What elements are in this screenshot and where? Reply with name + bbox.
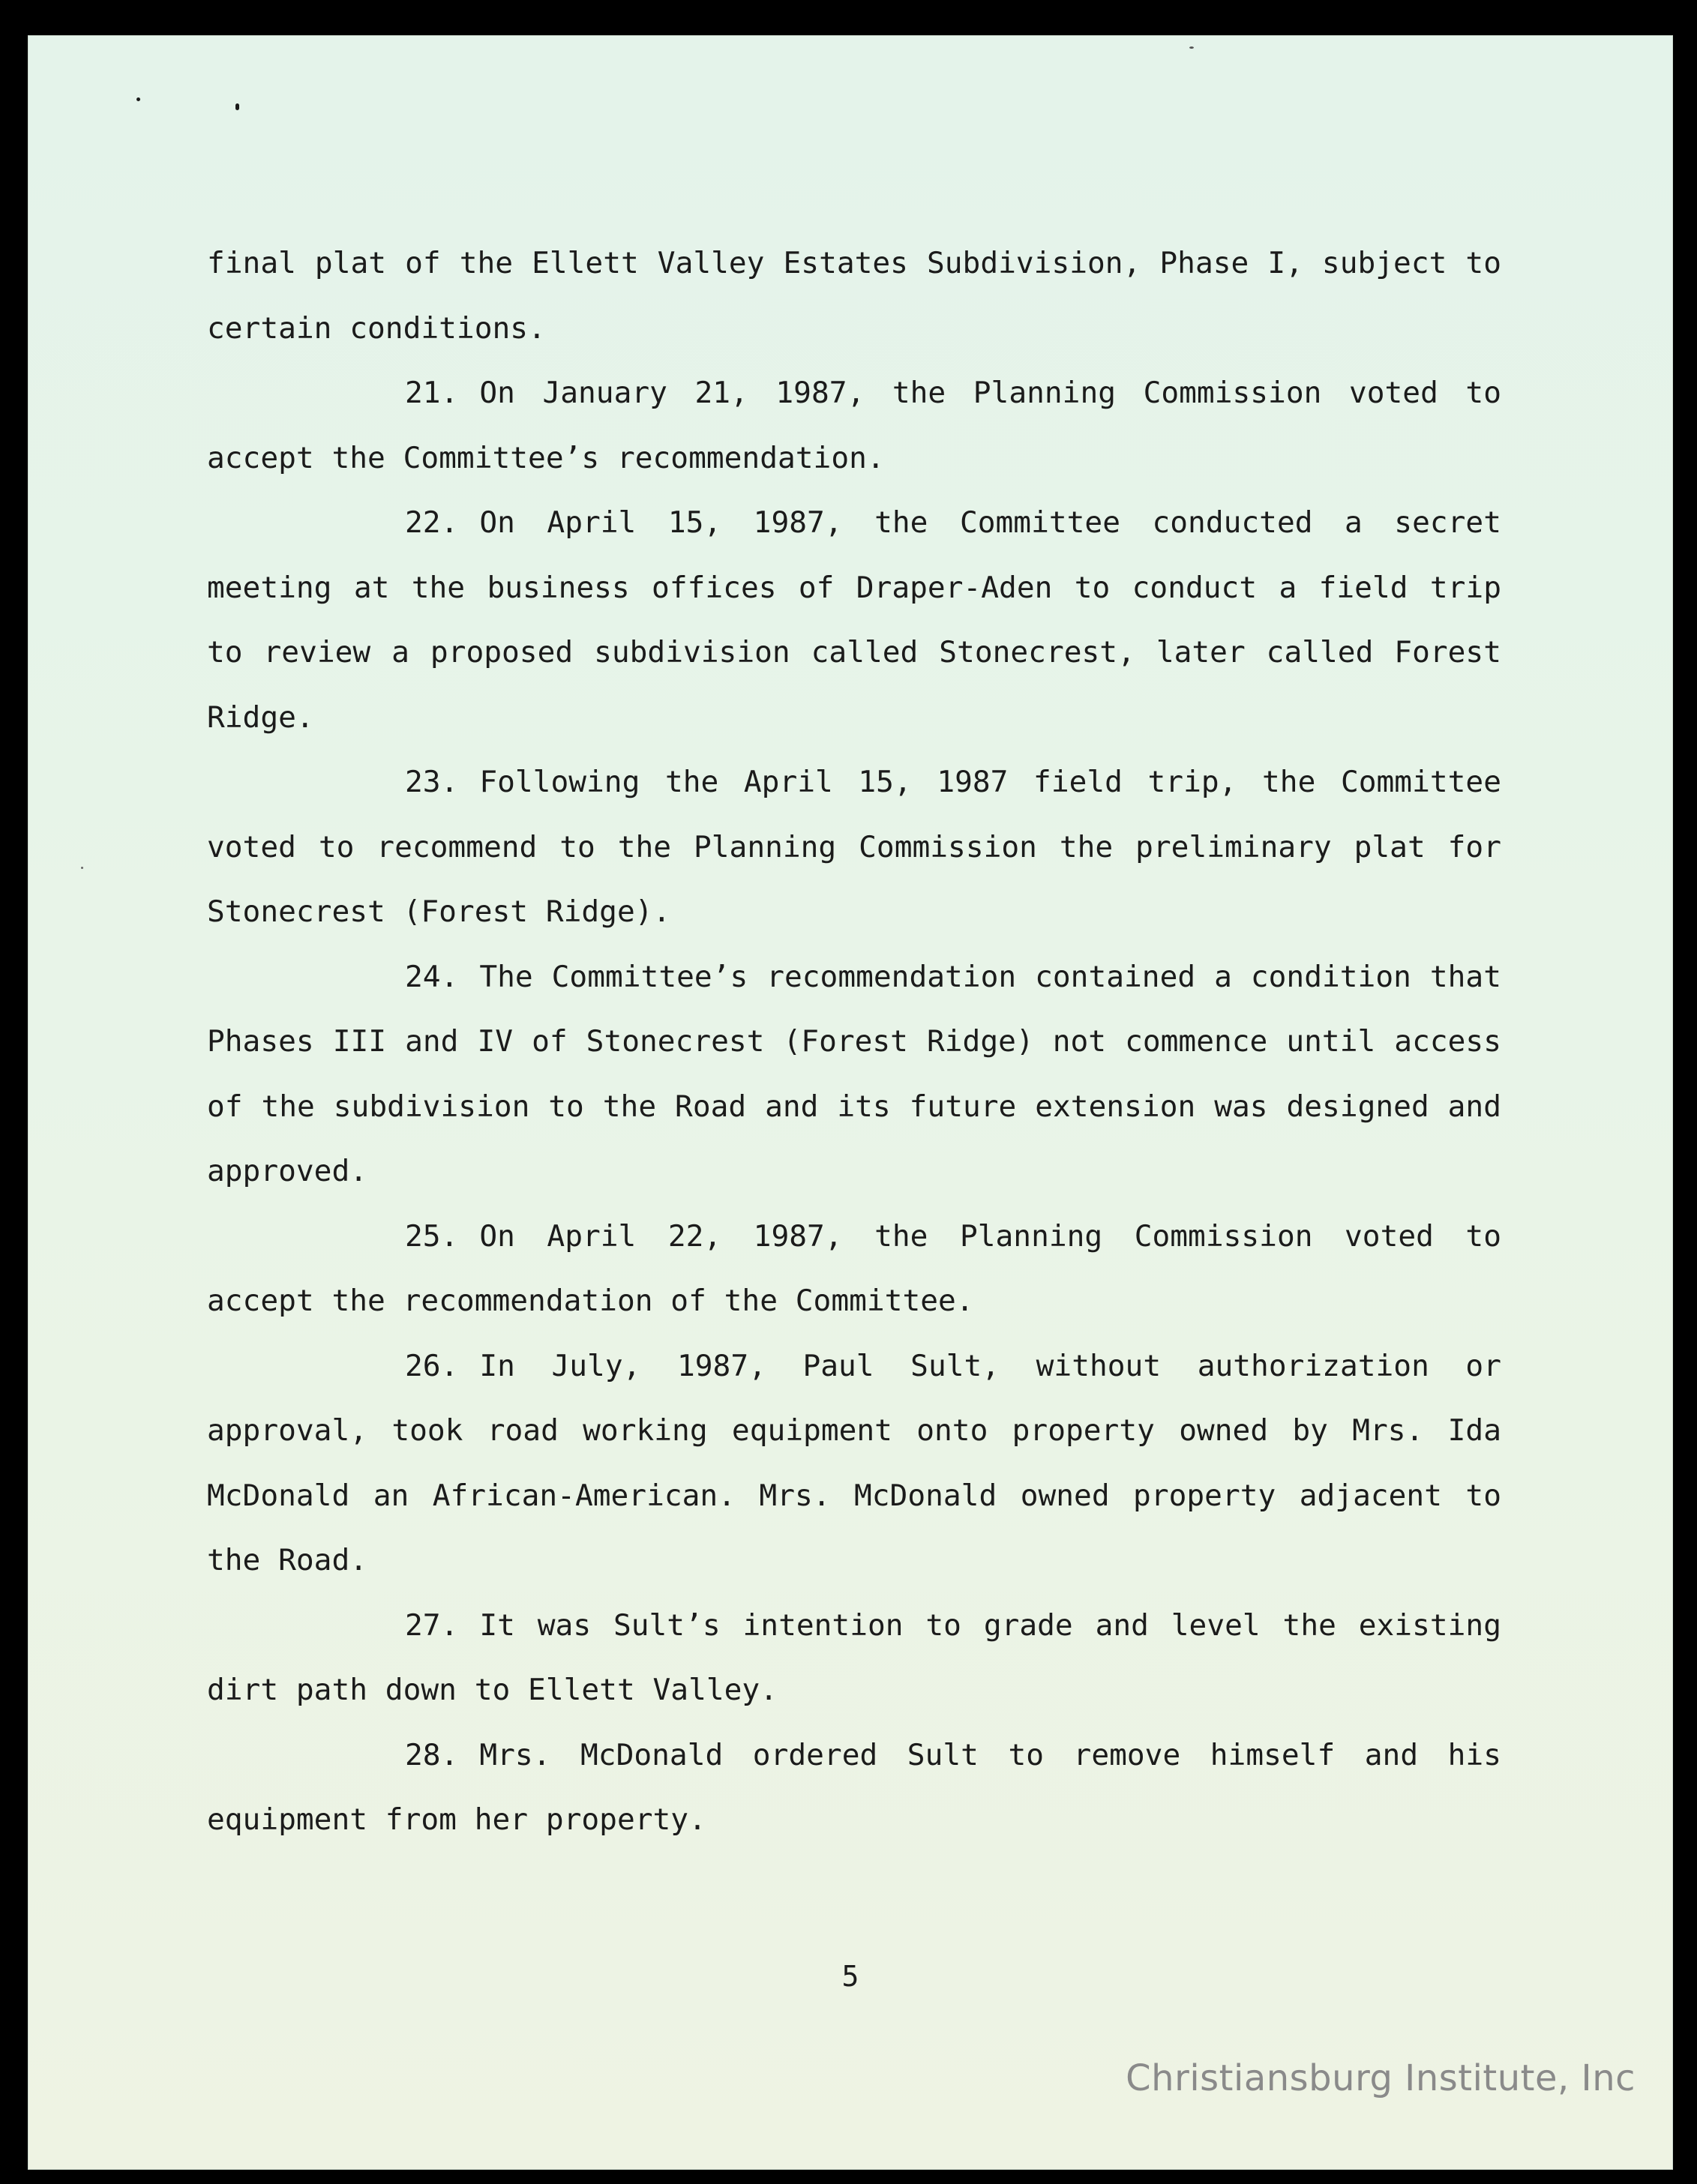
paragraph-number: 22. — [405, 505, 459, 540]
document-page — [28, 36, 1672, 2169]
scan-speck — [235, 103, 239, 110]
scan-speck — [136, 97, 140, 101]
paragraph-continuation — [207, 231, 1501, 361]
numbered-paragraph — [207, 490, 1501, 750]
numbered-paragraph — [207, 1204, 1501, 1334]
paragraph-text: Mrs. McDonald ordered Sult to remove himself and his equipment from her property. — [207, 1737, 1501, 1837]
paragraph-text: It was Sult’s intention to grade and level the existing dirt path down to Ellett Valley. — [207, 1607, 1501, 1707]
paragraph-text: On April 15, 1987, the Committee conducted a secret meeting at the business offices of Draper-Aden to conduct a field trip to review a proposed subdivision called Stonecrest, later called Forest Ridge. — [207, 505, 1501, 735]
paragraph-number: 28. — [405, 1737, 459, 1772]
paragraph-number: 21. — [405, 376, 459, 410]
numbered-paragraph — [207, 750, 1501, 945]
paragraph-text: In July, 1987, Paul Sult, without authorization or approval, took road working equipment onto property owned by Mrs. Ida McDonald an African-American. Mrs. McDonald owned property adjacent to the Road. — [207, 1348, 1501, 1577]
paragraph-number: 26. — [405, 1348, 459, 1383]
paragraph-text: On April 22, 1987, the Planning Commission voted to accept the recommendation of the Committee. — [207, 1218, 1501, 1318]
scan-speck — [1189, 46, 1194, 49]
paragraph-text: The Committee’s recommendation contained a condition that Phases III and IV of Stonecrest (Forest Ridge) not commence until access of the subdivision to the Road and its future extension was designed and approved. — [207, 959, 1501, 1188]
paragraph-number: 27. — [405, 1607, 459, 1643]
paragraph-number: 25. — [405, 1218, 459, 1254]
paragraph-number: 23. — [405, 765, 459, 799]
paragraph-text: On January 21, 1987, the Planning Commission voted to accept the Committee’s recommendation. — [207, 376, 1501, 475]
numbered-paragraph — [207, 361, 1501, 490]
numbered-paragraph — [207, 945, 1501, 1204]
paragraph-number: 24. — [405, 959, 459, 994]
watermark: Christiansburg Institute, Inc — [1126, 2057, 1636, 2099]
document-body — [207, 231, 1501, 1853]
page-number: 5 — [841, 1960, 859, 1993]
numbered-paragraph — [207, 1334, 1501, 1593]
numbered-paragraph — [207, 1723, 1501, 1853]
scan-speck — [81, 867, 83, 869]
paragraph-text: final plat of the Ellett Valley Estates Subdivision, Phase I, subject to certain conditions. — [207, 246, 1501, 346]
paragraph-text: Following the April 15, 1987 field trip, the Committee voted to recommend to the Planning Commission the preliminary plat for Stonecrest (Forest Ridge). — [207, 765, 1501, 929]
numbered-paragraph — [207, 1593, 1501, 1723]
